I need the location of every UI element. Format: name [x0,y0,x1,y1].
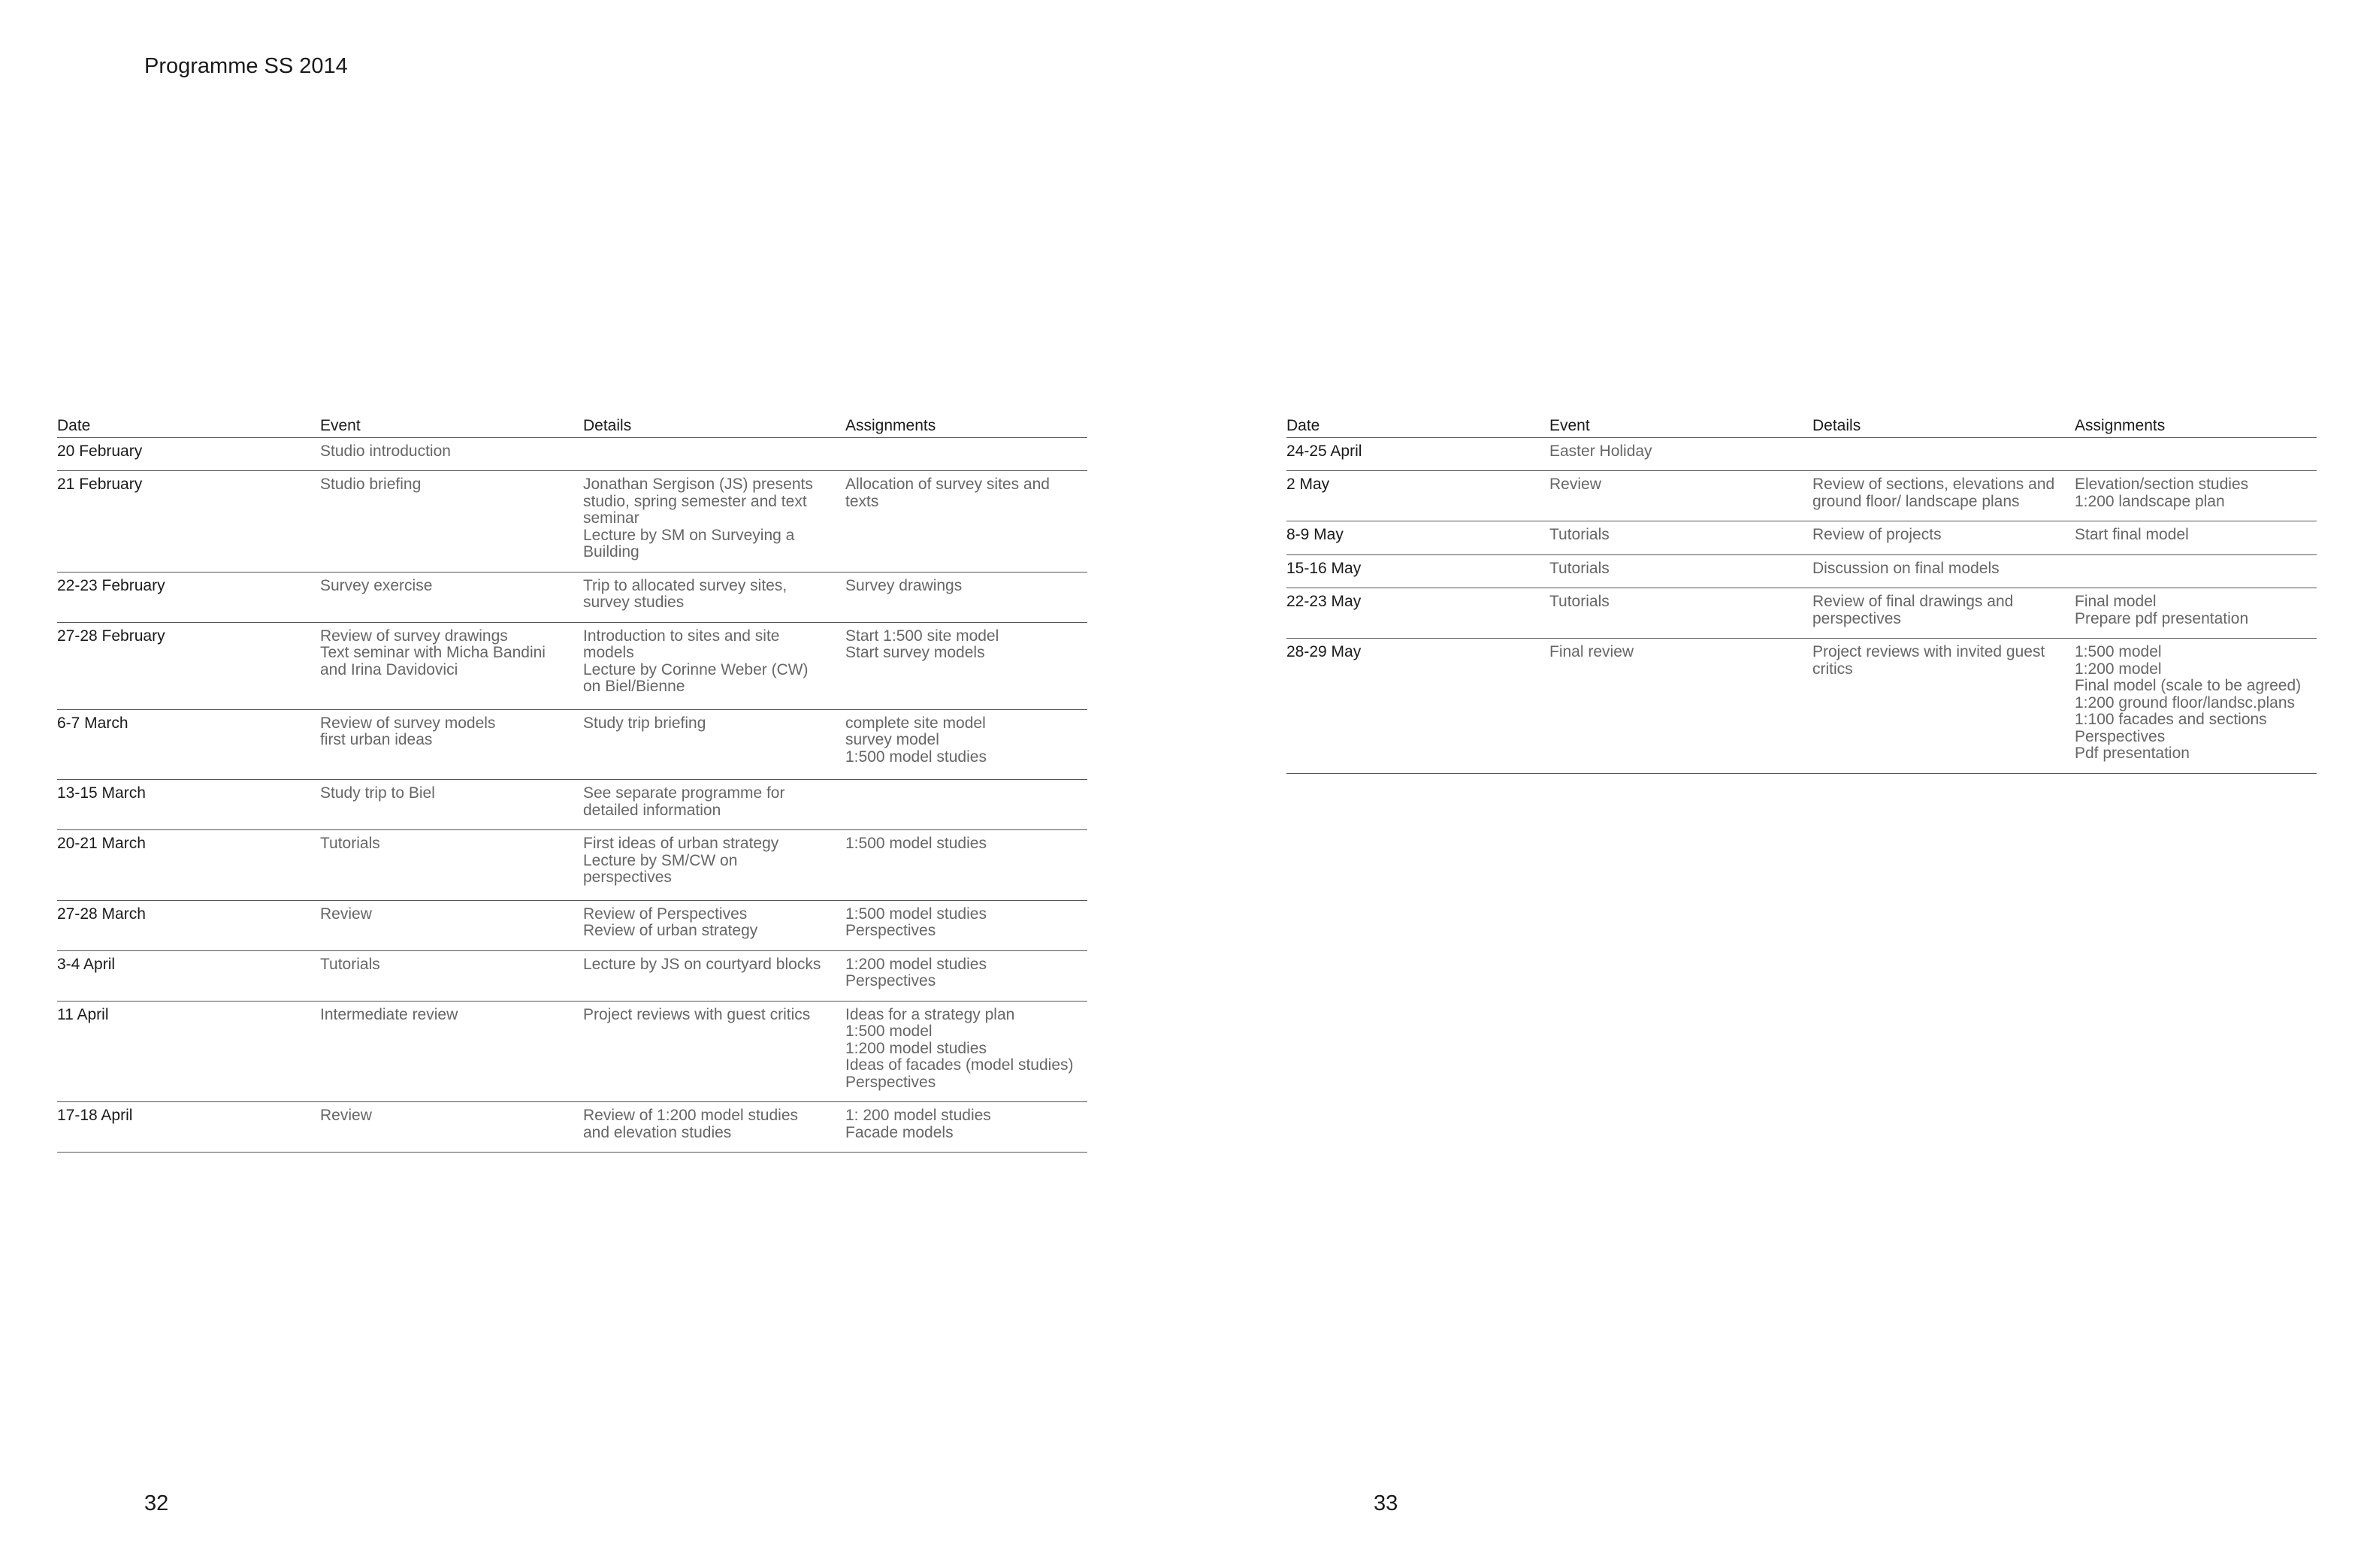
row-date: 27-28 February [57,622,320,709]
page-number-left: 32 [144,1491,169,1515]
row-event: Easter Holiday [1549,437,1812,471]
row-assignments: Survey drawings [845,572,1087,622]
row-details: Review of projects [1812,521,2075,555]
row-event: Tutorials [320,830,583,901]
row-details: Discussion on final models [1812,554,2075,588]
column-header-details: Details [1812,418,2075,437]
table-row [57,471,1087,573]
table-row [1286,554,2317,588]
column-header-details: Details [583,418,845,437]
table-header-row [57,418,1087,437]
table-row [57,780,1087,830]
row-assignments: Final model Prepare pdf presentation [2075,588,2317,639]
column-header-date: Date [1286,418,1549,437]
row-details: Review of Perspectives Review of urban strategy [583,900,845,950]
row-event: Studio introduction [320,437,583,471]
row-date: 20-21 March [57,830,320,901]
table-row [57,437,1087,471]
row-date: 6-7 March [57,709,320,780]
table-row [57,830,1087,901]
row-assignments: 1:500 model 1:200 model Final model (scale to be agreed) 1:200 ground floor/landsc.plans 1:100 facades and sections Perspectives Pdf presentation [2075,639,2317,774]
row-event: Review [320,900,583,950]
row-date: 22-23 February [57,572,320,622]
row-event: Studio briefing [320,471,583,573]
row-event: Review [1549,471,1812,521]
row-date: 2 May [1286,471,1549,521]
table-row [1286,471,2317,521]
row-event: Review of survey drawings Text seminar with Micha Bandini and Irina Davidovici [320,622,583,709]
row-date: 11 April [57,1001,320,1102]
row-details: Study trip briefing [583,709,845,780]
row-event: Final review [1549,639,1812,774]
row-assignments: Ideas for a strategy plan 1:500 model 1:200 model studies Ideas of facades (model studies) Perspectives [845,1001,1087,1102]
column-header-assignments: Assignments [845,418,1087,437]
column-header-date: Date [57,418,320,437]
row-event: Study trip to Biel [320,780,583,830]
row-details: Introduction to sites and site models Lecture by Corinne Weber (CW) on Biel/Bienne [583,622,845,709]
table-row [57,1102,1087,1153]
table-row [1286,588,2317,639]
column-header-assignments: Assignments [2075,418,2317,437]
row-date: 13-15 March [57,780,320,830]
row-assignments [2075,437,2317,471]
row-event: Tutorials [1549,554,1812,588]
table-row [1286,639,2317,774]
column-header-event: Event [320,418,583,437]
page-heading: Programme SS 2014 [144,54,348,78]
row-assignments [845,437,1087,471]
row-event: Review of survey models first urban ideas [320,709,583,780]
row-date: 24-25 April [1286,437,1549,471]
row-event: Tutorials [1549,588,1812,639]
row-details: Project reviews with guest critics [583,1001,845,1102]
row-assignments: Elevation/section studies 1:200 landscape plan [2075,471,2317,521]
row-details: Review of final drawings and perspectives [1812,588,2075,639]
row-date: 15-16 May [1286,554,1549,588]
row-assignments: 1: 200 model studies Facade models [845,1102,1087,1153]
column-header-event: Event [1549,418,1812,437]
row-assignments: 1:500 model studies Perspectives [845,900,1087,950]
row-date: 8-9 May [1286,521,1549,555]
row-assignments: Start final model [2075,521,2317,555]
row-assignments: Start 1:500 site model Start survey models [845,622,1087,709]
table-row [1286,521,2317,555]
row-details: Jonathan Sergison (JS) presents studio, spring semester and text seminar Lecture by SM on Surveying a Building [583,471,845,573]
row-date: 27-28 March [57,900,320,950]
row-date: 20 February [57,437,320,471]
row-assignments: 1:500 model studies [845,830,1087,901]
page-number-right: 33 [1374,1491,1398,1515]
row-assignments: 1:200 model studies Perspectives [845,950,1087,1001]
table-header-row [1286,418,2317,437]
table-row [57,709,1087,780]
table-row [57,622,1087,709]
row-details: Review of sections, elevations and ground floor/ landscape plans [1812,471,2075,521]
row-details: First ideas of urban strategy Lecture by SM/CW on perspectives [583,830,845,901]
row-details [1812,437,2075,471]
row-date: 22-23 May [1286,588,1549,639]
table-row [57,900,1087,950]
row-date: 17-18 April [57,1102,320,1153]
row-details [583,437,845,471]
row-date: 21 February [57,471,320,573]
row-event: Tutorials [1549,521,1812,555]
row-assignments: Allocation of survey sites and texts [845,471,1087,573]
table-row [1286,437,2317,471]
table-row [57,950,1087,1001]
row-date: 3-4 April [57,950,320,1001]
schedule-table-right [1286,418,2317,774]
table-row [57,572,1087,622]
row-details: Review of 1:200 model studies and elevation studies [583,1102,845,1153]
row-event: Survey exercise [320,572,583,622]
row-assignments [845,780,1087,830]
row-event: Tutorials [320,950,583,1001]
table-row [57,1001,1087,1102]
row-event: Review [320,1102,583,1153]
schedule-table-left [57,418,1087,1153]
row-event: Intermediate review [320,1001,583,1102]
row-assignments [2075,554,2317,588]
row-details: Trip to allocated survey sites, survey studies [583,572,845,622]
row-details: Lecture by JS on courtyard blocks [583,950,845,1001]
row-date: 28-29 May [1286,639,1549,774]
row-assignments: complete site model survey model 1:500 model studies [845,709,1087,780]
row-details: See separate programme for detailed information [583,780,845,830]
row-details: Project reviews with invited guest critics [1812,639,2075,774]
